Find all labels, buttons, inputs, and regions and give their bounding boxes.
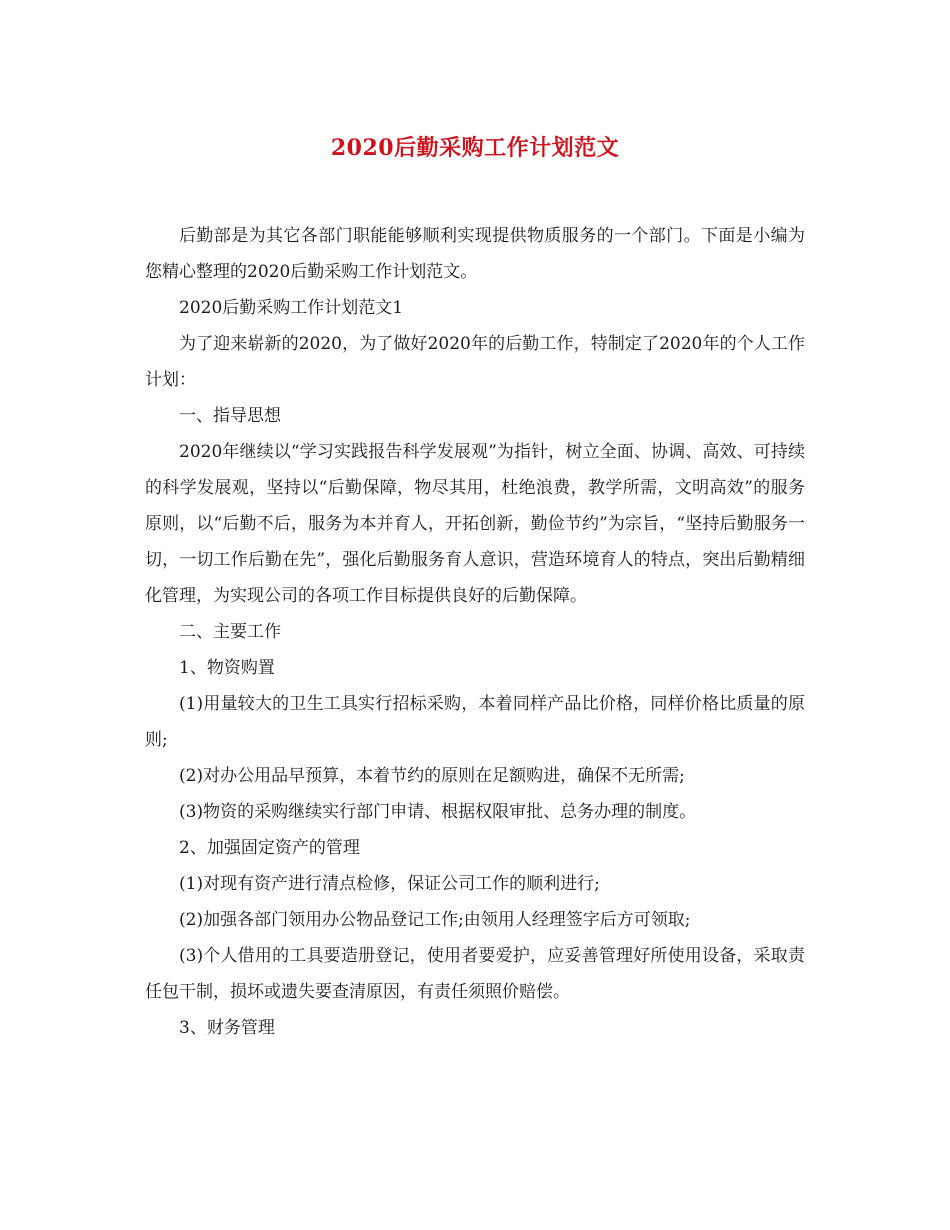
paragraph-preface: 为了迎来崭新的2020，为了做好2020年的后勤工作，特制定了2020年的个人工作计划：: [145, 334, 805, 390]
document-body: [145, 218, 805, 1046]
section-heading-guiding-ideology: 一、指导思想: [179, 406, 281, 426]
list-item: (3)物资的采购继续实行部门申请、根据权限审批、总务办理的制度。: [179, 802, 697, 822]
list-item: (1)对现有资产进行清点检修，保证公司工作的顺利进行;: [179, 874, 600, 894]
section-heading-main-work: 二、主要工作: [179, 622, 281, 642]
paragraph-guiding-ideology: 2020年继续以“学习实践报告科学发展观”为指针，树立全面、协调、高效、可持续的科学发展观，坚持以“后勤保障，物尽其用，杜绝浪费，教学所需，文明高效”的服务原则，以“后勤不后，服务为本并育人，开拓创新，勤俭节约”为宗旨，“坚持后勤服务一切，一切工作后勤在先”，强化后勤服务育人意识，营造环境育人的特点，突出后勤精细化管理，为实现公司的各项工作目标提供良好的后勤保障。: [145, 442, 805, 606]
document-title: 2020后勤采购工作计划范文: [330, 135, 620, 161]
paragraph-subtitle: 2020后勤采购工作计划范文1: [179, 298, 404, 318]
list-item: (3)个人借用的工具要造册登记，使用者要爱护，应妥善管理好所使用设备，采取责任包干制，损坏或遗失要查清原因，有责任须照价赔偿。: [145, 946, 805, 1002]
list-item: (2)对办公用品早预算，本着节约的原则在足额购进，确保不无所需;: [179, 766, 685, 786]
subheading-finance: 3、财务管理: [179, 1018, 275, 1038]
subheading-fixed-assets: 2、加强固定资产的管理: [179, 838, 360, 858]
list-item: (1)用量较大的卫生工具实行招标采购，本着同样产品比价格，同样价格比质量的原则;: [145, 694, 805, 750]
subheading-material-purchase: 1、物资购置: [179, 658, 275, 678]
list-item: (2)加强各部门领用办公物品登记工作;由领用人经理签字后方可领取;: [179, 910, 691, 930]
paragraph-intro: 后勤部是为其它各部门职能能够顺利实现提供物质服务的一个部门。下面是小编为您精心整理的2020后勤采购工作计划范文。: [145, 226, 805, 282]
